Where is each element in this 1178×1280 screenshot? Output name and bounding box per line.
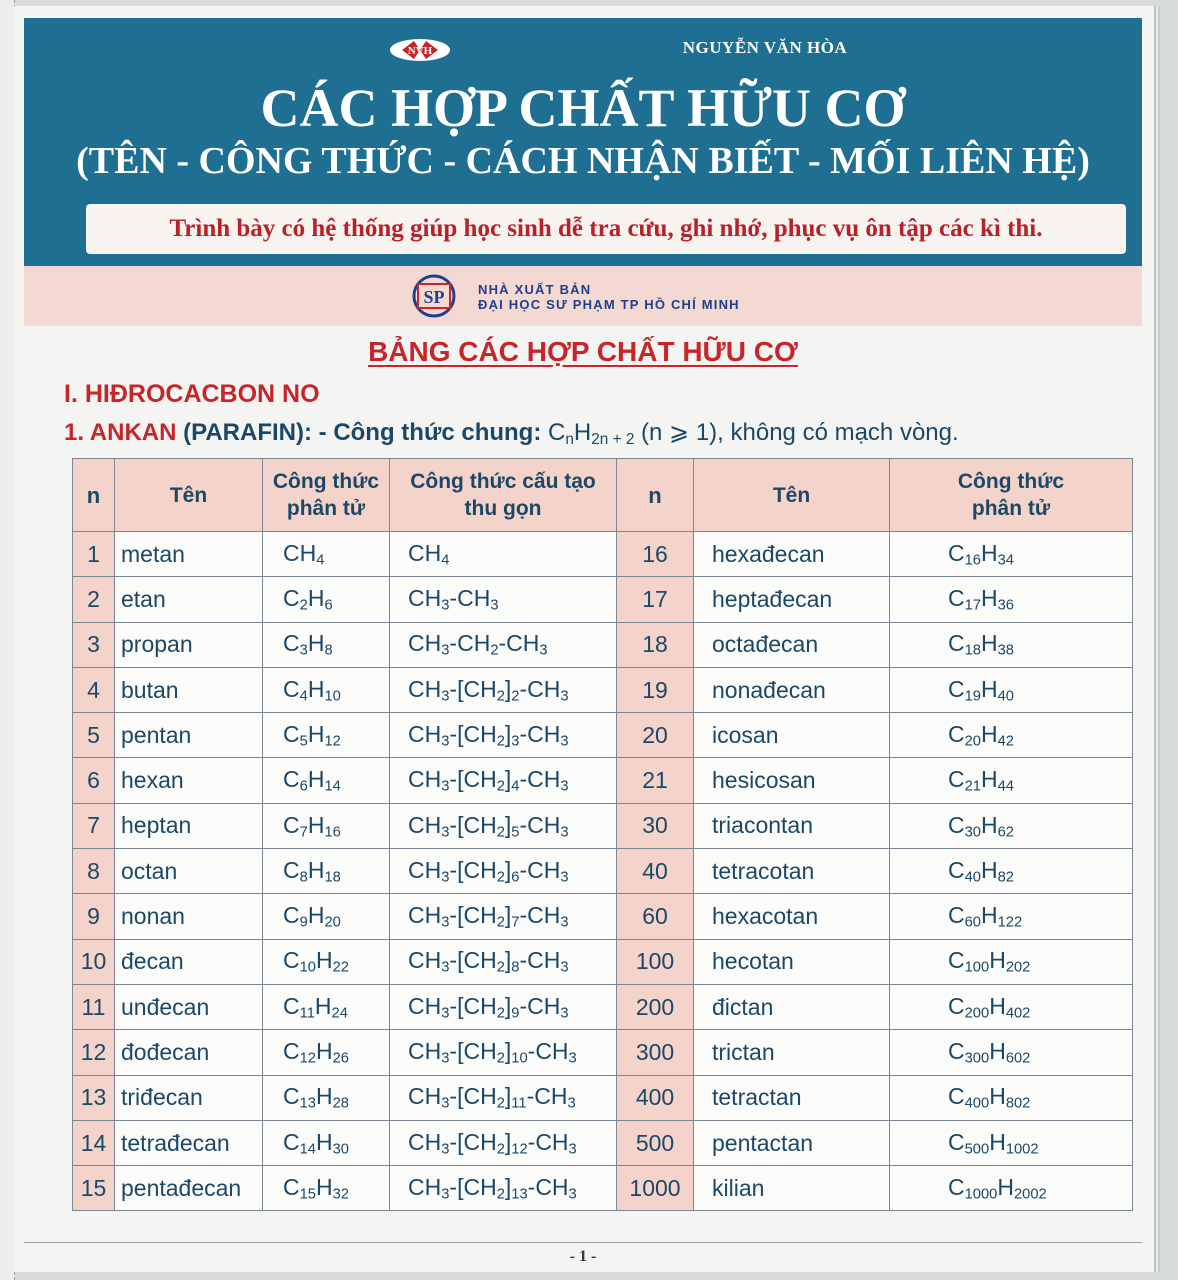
footer-divider: [24, 1242, 1142, 1243]
row-mol-formula-left: $C_4H_{10}$: [263, 667, 390, 712]
row-name-left: heptan: [115, 803, 263, 848]
alkane-table: [72, 458, 1133, 1211]
slogan-text: Trình bày có hệ thống giúp học sinh dễ tra cứu, ghi nhớ, phục vụ ôn tập các kì thi.: [169, 215, 1043, 242]
row-n-left: 14: [73, 1120, 115, 1165]
row-name-left: pentađecan: [115, 1166, 263, 1211]
row-name-left: triđecan: [115, 1075, 263, 1120]
section-title: I. HIĐROCACBON NO: [64, 380, 320, 408]
row-mol-formula-right: $C_{300}H_{602}$: [890, 1030, 1133, 1075]
row-name-right: pentactan: [694, 1120, 890, 1165]
row-mol-formula-left: $C_{15}H_{32}$: [263, 1166, 390, 1211]
table-row: [73, 577, 1133, 622]
table-row: [73, 758, 1133, 803]
table-row: [73, 849, 1133, 894]
row-n-right: 30: [617, 803, 694, 848]
row-name-right: hexacotan: [694, 894, 890, 939]
row-n-left: 12: [73, 1030, 115, 1075]
row-n-left: 3: [73, 622, 115, 667]
row-name-right: hesicosan: [694, 758, 890, 803]
row-name-left: octan: [115, 849, 263, 894]
row-n-left: 2: [73, 577, 115, 622]
row-struct-formula: $CH_3-CH_3$: [390, 577, 617, 622]
subsection-alt-name: (PARAFIN):: [183, 419, 312, 446]
header-n-right: n: [617, 459, 694, 532]
table-header-row: [73, 459, 1133, 532]
row-n-left: 13: [73, 1075, 115, 1120]
row-struct-formula: $CH_3-[CH_2]_4-CH_3$: [390, 758, 617, 803]
publisher-name: [478, 282, 740, 312]
table-row: [73, 1030, 1133, 1075]
header-n-left: n: [73, 459, 115, 532]
row-n-right: 300: [617, 1030, 694, 1075]
row-struct-formula: $CH_3-[CH_2]_{11}-CH_3$: [390, 1075, 617, 1120]
header-name-right: Tên: [694, 459, 890, 532]
row-struct-formula: $CH_3-[CH_2]_8-CH_3$: [390, 939, 617, 984]
row-mol-formula-left: $C_{14}H_{30}$: [263, 1120, 390, 1165]
publisher-line1: NHÀ XUẤT BẢN: [478, 282, 592, 297]
row-mol-formula-left: $C_{11}H_{24}$: [263, 984, 390, 1029]
publisher-logo-icon: [402, 274, 466, 318]
formula-label: - Công thức chung:: [318, 419, 542, 446]
row-name-right: trictan: [694, 1030, 890, 1075]
binding-spine: [0, 0, 15, 1280]
row-mol-formula-left: $C_6H_{14}$: [263, 758, 390, 803]
row-mol-formula-right: $C_{100}H_{202}$: [890, 939, 1133, 984]
row-name-left: tetrađecan: [115, 1120, 263, 1165]
publisher-logo-text: SP: [423, 287, 445, 307]
row-struct-formula: $CH_3-[CH_2]_7-CH_3$: [390, 894, 617, 939]
row-mol-formula-left: $C_7H_{16}$: [263, 803, 390, 848]
row-n-right: 100: [617, 939, 694, 984]
row-n-left: 11: [73, 984, 115, 1029]
row-n-left: 10: [73, 939, 115, 984]
row-name-left: butan: [115, 667, 263, 712]
row-mol-formula-right: $C_{16}H_{34}$: [890, 532, 1133, 577]
publisher-line2: ĐẠI HỌC SƯ PHẠM TP HỒ CHÍ MINH: [478, 297, 740, 312]
row-name-left: unđecan: [115, 984, 263, 1029]
header-mol-formula-left: Công thức phân tử: [263, 459, 390, 532]
row-mol-formula-left: $C_5H_{12}$: [263, 713, 390, 758]
row-mol-formula-right: $C_{18}H_{38}$: [890, 622, 1133, 667]
row-n-right: 200: [617, 984, 694, 1029]
table-row: [73, 1120, 1133, 1165]
table-row: [73, 713, 1133, 758]
row-n-left: 7: [73, 803, 115, 848]
row-n-right: 20: [617, 713, 694, 758]
sheet-title: BẢNG CÁC HỢP CHẤT HỮU CƠ: [368, 336, 798, 367]
row-n-left: 6: [73, 758, 115, 803]
row-name-right: hexađecan: [694, 532, 890, 577]
row-mol-formula-left: $CH_4$: [263, 532, 390, 577]
table-row: [73, 622, 1133, 667]
row-n-left: 15: [73, 1166, 115, 1211]
row-n-right: 16: [617, 532, 694, 577]
row-name-left: propan: [115, 622, 263, 667]
row-mol-formula-left: $C_{10}H_{22}$: [263, 939, 390, 984]
row-mol-formula-right: $C_{20}H_{42}$: [890, 713, 1133, 758]
row-n-right: 1000: [617, 1166, 694, 1211]
row-mol-formula-left: $C_{12}H_{26}$: [263, 1030, 390, 1075]
row-n-right: 40: [617, 849, 694, 894]
table-row: [73, 667, 1133, 712]
row-struct-formula: $CH_3-[CH_2]_3-CH_3$: [390, 713, 617, 758]
table-row: [73, 1166, 1133, 1211]
row-name-left: đođecan: [115, 1030, 263, 1075]
author-name: NGUYỄN VĂN HÒA: [682, 38, 848, 57]
book-title: CÁC HỢP CHẤT HỮU CƠ: [260, 78, 906, 138]
row-struct-formula: $CH_3-[CH_2]_{12}-CH_3$: [390, 1120, 617, 1165]
row-mol-formula-left: $C_3H_8$: [263, 622, 390, 667]
row-mol-formula-right: $C_{17}H_{36}$: [890, 577, 1133, 622]
author-logo-icon: [388, 38, 452, 62]
row-struct-formula: $CH_3-[CH_2]_9-CH_3$: [390, 984, 617, 1029]
row-n-left: 8: [73, 849, 115, 894]
row-mol-formula-right: $C_{500}H_{1002}$: [890, 1120, 1133, 1165]
row-n-left: 9: [73, 894, 115, 939]
row-mol-formula-right: $C_{60}H_{122}$: [890, 894, 1133, 939]
row-name-right: heptađecan: [694, 577, 890, 622]
row-name-right: tetracotan: [694, 849, 890, 894]
row-n-right: 60: [617, 894, 694, 939]
row-name-left: metan: [115, 532, 263, 577]
row-name-left: nonan: [115, 894, 263, 939]
row-struct-formula: $CH_3-[CH_2]_5-CH_3$: [390, 803, 617, 848]
table-row: [73, 894, 1133, 939]
row-mol-formula-left: $C_9H_{20}$: [263, 894, 390, 939]
row-struct-formula: $CH_3-[CH_2]_2-CH_3$: [390, 667, 617, 712]
table-row: [73, 1075, 1133, 1120]
book-subtitle: (TÊN - CÔNG THỨC - CÁCH NHẬN BIẾT - MỐI LIÊN HỆ): [76, 140, 1090, 182]
row-n-right: 400: [617, 1075, 694, 1120]
row-n-left: 4: [73, 667, 115, 712]
subsection-heading: [64, 418, 959, 449]
header-struct-formula: Công thức cấu tạo thu gọn: [390, 459, 617, 532]
row-mol-formula-right: $C_{40}H_{82}$: [890, 849, 1133, 894]
row-mol-formula-right: $C_{30}H_{62}$: [890, 803, 1133, 848]
row-mol-formula-right: $C_{19}H_{40}$: [890, 667, 1133, 712]
row-name-left: pentan: [115, 713, 263, 758]
row-n-right: 18: [617, 622, 694, 667]
row-n-right: 19: [617, 667, 694, 712]
header-mol-formula-right: Công thức phân tử: [890, 459, 1133, 532]
subsection-label: 1. ANKAN: [64, 419, 177, 446]
row-name-right: nonađecan: [694, 667, 890, 712]
row-struct-formula: $CH_3-[CH_2]_{10}-CH_3$: [390, 1030, 617, 1075]
svg-text:NVH: NVH: [407, 45, 433, 57]
row-struct-formula: $CH_3-CH_2-CH_3$: [390, 622, 617, 667]
row-struct-formula: $CH_3-[CH_2]_6-CH_3$: [390, 849, 617, 894]
row-n-right: 500: [617, 1120, 694, 1165]
row-name-left: hexan: [115, 758, 263, 803]
row-name-right: hecotan: [694, 939, 890, 984]
row-n-left: 5: [73, 713, 115, 758]
row-mol-formula-right: $C_{200}H_{402}$: [890, 984, 1133, 1029]
row-n-right: 21: [617, 758, 694, 803]
row-struct-formula: $CH_4$: [390, 532, 617, 577]
row-mol-formula-right: $C_{21}H_{44}$: [890, 758, 1133, 803]
row-mol-formula-left: $C_2H_6$: [263, 577, 390, 622]
formula-condition: (n ⩾ 1), không có mạch vòng.: [641, 419, 959, 446]
row-mol-formula-right: $C_{1000}H_{2002}$: [890, 1166, 1133, 1211]
row-name-right: octađecan: [694, 622, 890, 667]
row-n-right: 17: [617, 577, 694, 622]
general-formula: $C_nH_{2n + 2}$: [548, 419, 635, 448]
row-struct-formula: $CH_3-[CH_2]_{13}-CH_3$: [390, 1166, 617, 1211]
table-row: [73, 984, 1133, 1029]
table-row: [73, 803, 1133, 848]
row-name-right: đictan: [694, 984, 890, 1029]
table-row: [73, 532, 1133, 577]
row-mol-formula-right: $C_{400}H_{802}$: [890, 1075, 1133, 1120]
row-name-left: etan: [115, 577, 263, 622]
page-number: - 1 -: [569, 1248, 597, 1265]
row-mol-formula-left: $C_8H_{18}$: [263, 849, 390, 894]
row-name-right: triacontan: [694, 803, 890, 848]
row-name-right: tetractan: [694, 1075, 890, 1120]
header-name-left: Tên: [115, 459, 263, 532]
table-row: [73, 939, 1133, 984]
row-name-right: kilian: [694, 1166, 890, 1211]
row-mol-formula-left: $C_{13}H_{28}$: [263, 1075, 390, 1120]
row-n-left: 1: [73, 532, 115, 577]
row-name-left: đecan: [115, 939, 263, 984]
table-body: [73, 532, 1133, 1211]
row-name-right: icosan: [694, 713, 890, 758]
